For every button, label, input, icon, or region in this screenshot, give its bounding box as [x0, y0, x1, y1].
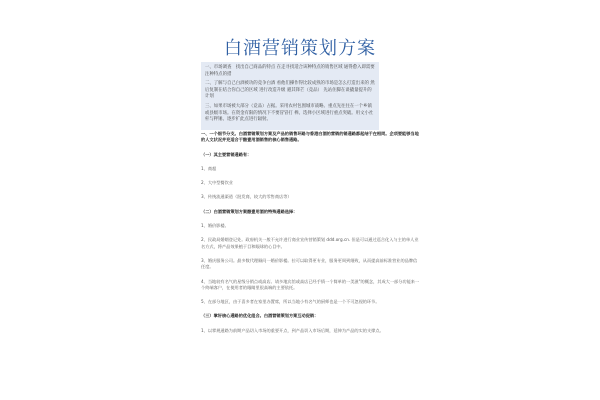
intro-box: [201, 62, 379, 130]
intro-paragraph: 一、市场调查 找出自己商品的特点 在走寻找适合该种特点的销售区域 通得愈入即需要注种特点的措: [205, 65, 375, 77]
body-paragraph: 1、商超: [201, 165, 217, 171]
body-paragraph: 5、在部分地区，由于喜多者在家里办置席，所以当地小有名气的厨师也是一个不可忽视的环节。: [201, 299, 380, 305]
document-body: [201, 131, 421, 342]
body-paragraph: 2、大中型餐饮业: [201, 180, 233, 186]
body-paragraph: （一）其主要营销通路有：: [201, 151, 252, 157]
intro-paragraph: 二、了解与自己白酒被功的竞争白酒 看他们操作得比较成熟的市场是怎么打造出来的 然后复制在结合你自己的区域 进行改造升级 避其锋芒（竞品） 先站住脚在谈撬量提升的计划: [205, 81, 375, 100]
body-paragraph: 4、当地较有名气的星级分销点或高店。请多地宾馆或高店已经手情一个简单的一美滋"的概念，其成大一部分功能来一个终端客户，在使用者的眼睛里很高端的主要依托。: [201, 278, 420, 290]
body-paragraph: （三）掌好核心通路的优化组合。白酒营销策划方案互动促销：: [201, 313, 319, 319]
body-paragraph: 2、民政局婚姻登记处。政府机关一般不允许进行商业宣传营销策划 ddd.org.cn. 但是可以通过巡合化入与主的单人业名方式，将产品效果植于目和眼球的心目中。: [201, 237, 419, 249]
document-title: 白酒营销策划方案: [224, 38, 376, 59]
body-paragraph: 3、传统流通渠道（批发商，较大的零售商店等）: [201, 194, 292, 200]
body-paragraph: 1、以掌规通路为前期产品切入市场的重要开点，到产品切入市场后期，延伸为产品的实的支撑点。: [201, 327, 384, 333]
body-paragraph: 一、一个细节分支。白酒营销策划方案及产品的销售环路与香港白酒的营销的销通路都起结于在相同。企项要能够当地的人文状况并充适合于酿壹用酒销售的核心销售通路。: [201, 131, 419, 143]
body-paragraph: （二）白酒营销策划方案酿壹用酒的特殊通路选择：: [201, 208, 298, 214]
body-paragraph: 3、婚庆服务公司。最多数代理顾问一婚价影楼。拉可以取得更专业，服务更周到细致，从而提高前标准营业的品牌信任度。: [201, 257, 418, 270]
intro-paragraph: 三、如果市场被大部分（竞品）占据。采用农村包围城市战略。重点先往往在一个乡镇或县级市场。在资金有限的情况下不要冒冒打 棒。选择小区域进行重点突破。用文小社杆与秤锤。逐步扩此点进行辐射。: [205, 103, 374, 123]
body-paragraph: 1、婚价影楼。: [201, 223, 229, 229]
